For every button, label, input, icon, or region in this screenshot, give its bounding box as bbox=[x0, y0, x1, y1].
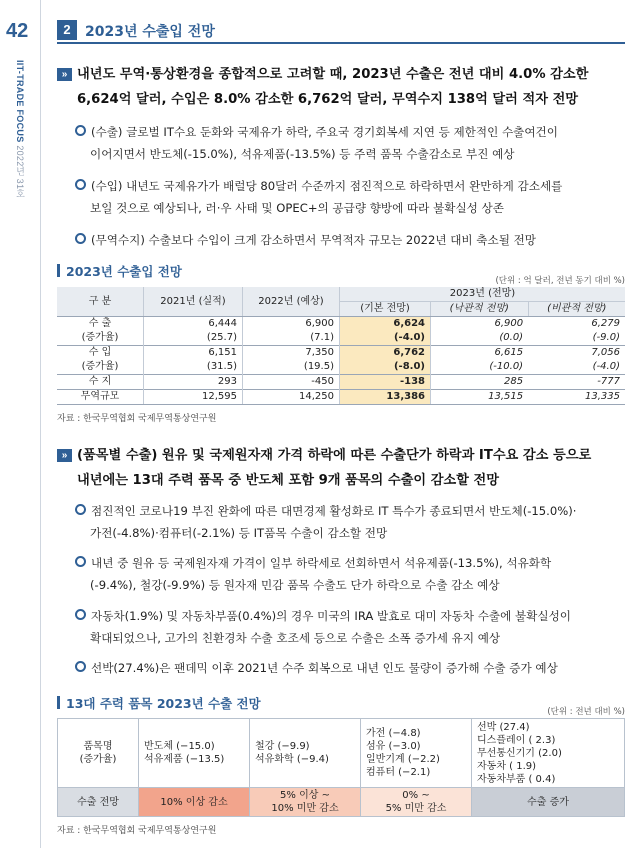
cell: 6,900 bbox=[494, 318, 524, 329]
item: 철강 (−9.9) bbox=[255, 741, 310, 752]
label-line: (증가율) bbox=[79, 754, 117, 765]
bullet-text: 확대되었으나, 고가의 친환경차 수출 호조세 등으로 수출은 소폭 증가세 유지 예상 bbox=[90, 631, 501, 645]
bullet-export bbox=[75, 121, 625, 165]
forecast-decrease-10: 10% 이상 감소 bbox=[139, 788, 250, 817]
table-header: (낙관적 전망) bbox=[431, 302, 529, 317]
item-group-4 bbox=[472, 719, 625, 788]
forecast-line: 0% ~ bbox=[402, 790, 430, 801]
bullet-text: (-9.4%), 철강(-9.9%) 등 원자재 민감 품목 수출도 단가 하락으로 수출 감소 예상 bbox=[90, 578, 500, 592]
cell: 7,350 bbox=[243, 346, 340, 361]
cell: (7.1) bbox=[243, 331, 340, 346]
row-label: 수 출 bbox=[57, 317, 144, 332]
bullet-icon bbox=[75, 609, 86, 620]
cell: 6,444 bbox=[144, 317, 243, 332]
item: 석유화학 (−9.4) bbox=[255, 754, 329, 765]
item: 반도체 (−15.0) bbox=[144, 741, 215, 752]
table1-title-text: 2023년 수출입 전망 bbox=[66, 264, 182, 279]
item: 자동차 ( 1.9) bbox=[477, 760, 537, 772]
lead1-line1: 내년도 무역·통상환경을 종합적으로 고려할 때, 2023년 수출은 전년 대비 4.0% 감소한 bbox=[77, 67, 589, 82]
table2-title bbox=[57, 694, 261, 712]
bullet-icon bbox=[75, 233, 86, 244]
row-label: 무역규모 bbox=[57, 390, 144, 405]
item: 석유제품 (−13.5) bbox=[144, 754, 225, 765]
publication-brand bbox=[14, 60, 27, 199]
lead-paragraph-1 bbox=[57, 62, 625, 112]
cell: 14,250 bbox=[243, 390, 340, 405]
bullet-text: 점진적인 코로나19 부진 완화에 따른 대면경제 활성화로 IT 특수가 종료되면서 반도체(-15.0%)· bbox=[91, 504, 577, 518]
forecast-line: 10% 미만 감소 bbox=[271, 803, 339, 814]
table-row bbox=[57, 331, 625, 346]
table-row bbox=[58, 788, 625, 817]
forecast-decrease-0-5 bbox=[361, 788, 472, 817]
item: 디스플레이 ( 2.3) bbox=[477, 734, 556, 746]
bullet-icon bbox=[75, 179, 86, 190]
cell: (25.7) bbox=[144, 331, 243, 346]
table-row bbox=[57, 346, 625, 361]
cell: 13,515 bbox=[431, 390, 529, 405]
bullet-it-items bbox=[75, 500, 625, 544]
cell: 7,056 bbox=[528, 346, 625, 361]
bullet-text: 내년 중 원유 등 국제원자재 가격이 일부 하락세로 선회하면서 석유제품(-13.5%), 석유화학 bbox=[91, 556, 552, 570]
cell: 6,279 bbox=[591, 318, 620, 329]
bullet-text: 이어지면서 반도체(-15.0%), 석유제품(-13.5%) 등 주력 품목 수출감소로 부진 예상 bbox=[90, 147, 515, 161]
item: 컴퓨터 (−2.1) bbox=[366, 767, 431, 778]
lead2-line2: 내년에는 13대 주력 품목 중 반도체 포함 9개 품목의 수출이 감소할 전망 bbox=[77, 473, 499, 488]
cell: 6,151 bbox=[144, 346, 243, 361]
forecast-line: 5% 이상 ~ bbox=[280, 790, 330, 801]
lead-paragraph-2 bbox=[57, 443, 625, 493]
section-number: 2 bbox=[57, 20, 77, 40]
bullet-icon bbox=[75, 125, 86, 136]
cell: -138 bbox=[340, 375, 431, 390]
footer-label: 수출 전망 bbox=[58, 788, 139, 817]
item: 섬유 (−3.0) bbox=[366, 741, 421, 752]
cell: (0.0) bbox=[499, 332, 524, 343]
item: 일반기계 (−2.2) bbox=[366, 754, 440, 765]
trade-forecast-table bbox=[57, 287, 625, 405]
bullet-text: (수출) 글로벌 IT수요 둔화와 국제유가 하락, 주요국 경기회복세 지연 등 제한적인 수출여건이 bbox=[91, 125, 558, 139]
cell: -777 bbox=[528, 375, 625, 390]
brand-name: IIT-TRADE FOCUS bbox=[15, 60, 25, 143]
table-header: (기본 전망) bbox=[340, 302, 431, 317]
bullet-text: 자동차(1.9%) 및 자동차부품(0.4%)의 경우 미국의 IRA 발효로 대미 자동차 수출에 불확실성이 bbox=[91, 609, 571, 623]
table-row bbox=[57, 317, 625, 332]
table1-unit: (단위 : 억 달러, 전년 동기 대비 %) bbox=[495, 276, 625, 286]
cell: 13,386 bbox=[340, 390, 431, 405]
page-number: 42 bbox=[6, 20, 29, 42]
bullet-text: 선박(27.4%)은 팬데믹 이후 2021년 수주 회복으로 내년 인도 물량이 증가해 수출 증가 예상 bbox=[91, 661, 558, 675]
table-row bbox=[57, 390, 625, 405]
bullet-text: (무역수지) 수출보다 수입이 크게 감소하면서 무역적자 규모는 2022년 대비 축소될 전망 bbox=[91, 233, 536, 247]
item: 가전 (−4.8) bbox=[366, 728, 421, 739]
section-title: 2023년 수출입 전망 bbox=[85, 24, 215, 40]
lead1-line2: 6,624억 달러, 수입은 8.0% 감소한 6,762억 달러, 무역수지 138억 달러 적자 전망 bbox=[77, 92, 579, 107]
table-header: 2022년 (예상) bbox=[243, 287, 340, 317]
chevron-marker-icon: » bbox=[57, 68, 72, 81]
table-header: 2023년 (전망) bbox=[340, 287, 626, 302]
forecast-decrease-5-10 bbox=[250, 788, 361, 817]
bullet-icon bbox=[75, 556, 86, 567]
cell: (19.5) bbox=[243, 360, 340, 375]
table-header: (비관적 전망) bbox=[528, 302, 625, 317]
bullet-trade-balance bbox=[75, 229, 625, 251]
label-line: 품목명 bbox=[83, 741, 113, 752]
bullet-text: (수입) 내년도 국제유가가 배럴당 80달러 수준까지 점진적으로 하락하면서 완만하게 감소세를 bbox=[91, 179, 563, 193]
table2-source: 자료 : 한국무역협회 국제무역통상연구원 bbox=[57, 826, 217, 836]
bullet-text: 가전(-4.8%)·컴퓨터(-2.1%) 등 IT품목 수출이 감소할 전망 bbox=[90, 526, 388, 540]
item-group-2 bbox=[250, 719, 361, 788]
item: 선박 (27.4) bbox=[477, 721, 530, 733]
item-group-1 bbox=[139, 719, 250, 788]
item: 무선통신기기 (2.0) bbox=[477, 747, 562, 759]
bullet-text: 보일 것으로 예상되나, 러·우 사태 및 OPEC+의 공급량 향방에 따라 불확실성 상존 bbox=[90, 201, 504, 215]
cell: (-10.0) bbox=[489, 361, 524, 372]
page-sidebar bbox=[0, 0, 41, 848]
title-bar-icon bbox=[57, 696, 60, 709]
cell: (-4.0) bbox=[592, 361, 620, 372]
cell: (-8.0) bbox=[340, 360, 431, 375]
section-header bbox=[57, 20, 625, 44]
bullet-ships bbox=[75, 657, 625, 679]
issue-label: 2022년 31호 bbox=[15, 145, 25, 199]
table2-title-text: 13대 주력 품목 2023년 수출 전망 bbox=[66, 696, 261, 711]
cell: (31.5) bbox=[144, 360, 243, 375]
row-label: (증가율) bbox=[57, 360, 144, 375]
table-row bbox=[57, 375, 625, 390]
cell: 6,900 bbox=[243, 317, 340, 332]
table1-title bbox=[57, 262, 182, 280]
row-label: 수 지 bbox=[57, 375, 144, 390]
item-export-table bbox=[57, 718, 625, 817]
row-label bbox=[58, 719, 139, 788]
table-row bbox=[57, 360, 625, 375]
cell: 6,615 bbox=[431, 346, 529, 361]
cell: 285 bbox=[431, 375, 529, 390]
title-bar-icon bbox=[57, 264, 60, 277]
table-header: 구 분 bbox=[57, 287, 144, 317]
lead2-line1: (품목별 수출) 원유 및 국제원자재 가격 하락에 따른 수출단가 하락과 IT수요 감소 등으로 bbox=[77, 448, 592, 463]
cell: 13,335 bbox=[528, 390, 625, 405]
bullet-icon bbox=[75, 661, 86, 672]
table1-source: 자료 : 한국무역협회 국제무역통상연구원 bbox=[57, 414, 217, 424]
forecast-increase: 수출 증가 bbox=[472, 788, 625, 817]
bullet-icon bbox=[75, 504, 86, 515]
cell: 293 bbox=[144, 375, 243, 390]
chevron-marker-icon: » bbox=[57, 449, 72, 462]
cell: 6,624 bbox=[340, 317, 431, 332]
bullet-raw-materials bbox=[75, 552, 625, 596]
table2-unit: (단위 : 전년 대비 %) bbox=[547, 707, 625, 717]
item: 자동차부품 ( 0.4) bbox=[477, 773, 556, 785]
bullet-automobile bbox=[75, 605, 625, 649]
cell: -450 bbox=[243, 375, 340, 390]
table-row bbox=[58, 719, 625, 788]
row-label: 수 입 bbox=[57, 346, 144, 361]
table-header: 2021년 (실적) bbox=[144, 287, 243, 317]
cell: 6,762 bbox=[340, 346, 431, 361]
cell: (-4.0) bbox=[340, 331, 431, 346]
forecast-line: 5% 미만 감소 bbox=[385, 803, 447, 814]
row-label: (증가율) bbox=[57, 331, 144, 346]
cell: (-9.0) bbox=[592, 332, 620, 343]
bullet-import bbox=[75, 175, 625, 219]
item-group-3 bbox=[361, 719, 472, 788]
cell: 12,595 bbox=[144, 390, 243, 405]
